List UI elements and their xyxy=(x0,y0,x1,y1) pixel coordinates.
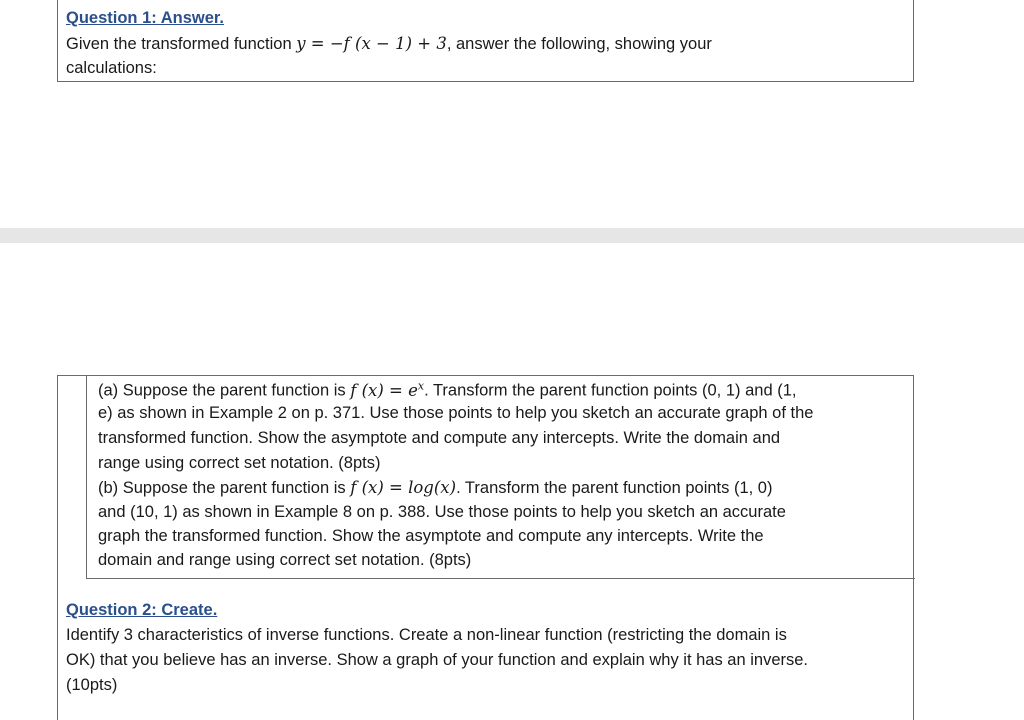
question1-title: Question 1: Answer. xyxy=(66,9,225,27)
part-b-line1 xyxy=(98,478,772,498)
page-separator xyxy=(0,228,1024,243)
question1-line2: calculations: xyxy=(66,59,157,77)
question2-line2: OK) that you believe has an inverse. Show a graph of your function and explain why it has an inverse. xyxy=(66,651,809,669)
question2-line3: (10pts) xyxy=(66,676,118,694)
part-a-line1 xyxy=(98,379,796,401)
part-b-line4: domain and range using correct set notation. (8pts) xyxy=(98,551,472,569)
part-a-function-base: f (x) = e xyxy=(350,380,418,400)
part-a-prefix: (a) Suppose the parent function is xyxy=(98,381,351,400)
part-a-exponent: x xyxy=(417,379,425,392)
part-a-suffix: . Transform the parent function points (0, 1) and (1, xyxy=(424,381,797,400)
part-a-line4: range using correct set notation. (8pts) xyxy=(98,454,381,472)
part-b-function: f (x) = log(x) xyxy=(350,478,457,497)
question1-line1-prefix: Given the transformed function xyxy=(66,35,297,53)
part-b-line3: graph the transformed function. Show the asymptote and compute any intercepts. Write the xyxy=(98,527,764,545)
question1-line1 xyxy=(66,34,712,54)
part-b-prefix: (b) Suppose the parent function is xyxy=(98,479,351,497)
question1-line1-suffix: , answer the following, showing your xyxy=(446,35,712,53)
part-a-line2: e) as shown in Example 2 on p. 371. Use those points to help you sketch an accurate graph of the xyxy=(98,404,814,422)
question2-title: Question 2: Create. xyxy=(66,601,218,619)
part-b-suffix: . Transform the parent function points (1, 0) xyxy=(456,479,773,497)
part-b-line2: and (10, 1) as shown in Example 8 on p. 388. Use those points to help you sketch an accurate xyxy=(98,503,786,521)
part-a-line3: transformed function. Show the asymptote and compute any intercepts. Write the domain and xyxy=(98,429,781,447)
part-a-function xyxy=(350,381,424,400)
question2-line1: Identify 3 characteristics of inverse functions. Create a non-linear function (restricting the domain is xyxy=(66,626,787,644)
question1-function: y = −f (x − 1) + 3 xyxy=(296,34,447,53)
